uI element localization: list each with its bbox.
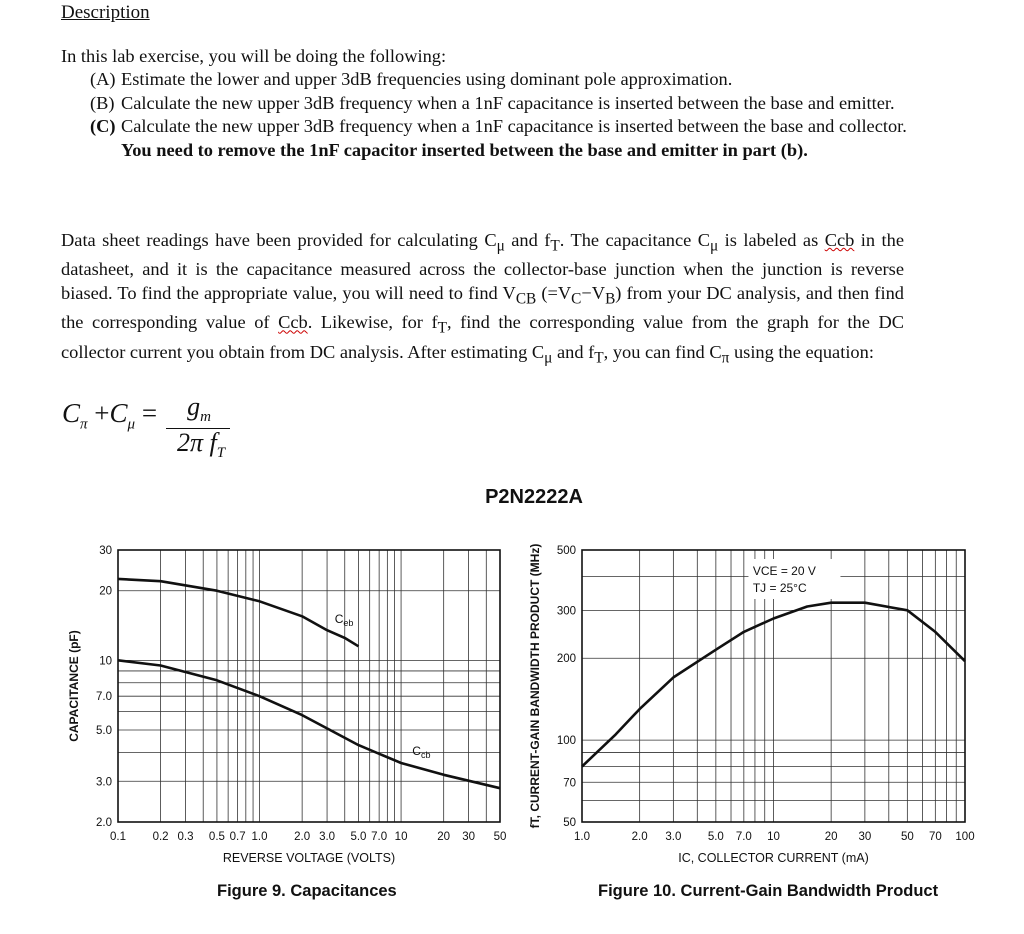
x-tick-label: 5.0	[707, 831, 724, 843]
intro-text: In this lab exercise, you will be doing the following:	[61, 46, 447, 66]
y-tick-label: 5.0	[96, 724, 112, 737]
subscript: π	[721, 349, 730, 367]
subscript: T	[594, 349, 604, 367]
text-run: , you can find C	[603, 341, 722, 362]
x-tick-label: 1.0	[574, 831, 590, 843]
eq-c-mu: C	[109, 398, 128, 428]
ccb-term: Ccb	[824, 230, 855, 250]
part-title: P2N2222A	[485, 486, 583, 508]
text-run: . The capacitance C	[559, 230, 710, 250]
x-tick-label: 0.1	[110, 831, 126, 843]
subscript: μ	[496, 237, 505, 255]
y-tick-label: 3.0	[96, 776, 112, 789]
text-run: (=V	[536, 283, 572, 304]
task-text-bold: You need to remove the 1nF capacitor inserted between the base and emitter in part (b).	[121, 140, 808, 161]
y-tick-label: 200	[556, 653, 576, 666]
subscript: B	[605, 290, 616, 308]
x-axis-label: IC, COLLECTOR CURRENT (mA)	[678, 851, 869, 865]
page-title: Description	[61, 2, 150, 23]
figure-9-ticks	[96, 545, 506, 843]
x-tick-label: 2.0	[294, 831, 311, 843]
x-tick-label: 30	[462, 831, 475, 843]
x-tick-label: 70	[928, 831, 942, 843]
task-label: (C)	[90, 116, 116, 137]
task-label: (A)	[90, 69, 116, 89]
annotation-tj: TJ = 25°C	[752, 581, 807, 595]
subscript: C	[571, 290, 582, 308]
eq-numerator	[168, 392, 230, 426]
x-tick-label: 7.0	[735, 831, 752, 843]
task-item-c	[90, 115, 920, 162]
eq-sub-m: m	[200, 409, 211, 426]
x-tick-label: 10	[767, 831, 780, 843]
x-tick-label: 0.3	[177, 831, 194, 843]
series-label-ccb: $C_{cb}$	[412, 743, 431, 760]
eq-2pi-f: 2π f	[176, 428, 217, 457]
x-tick-label: 50	[493, 831, 507, 843]
x-tick-label: 50	[900, 831, 914, 843]
y-tick-label: 300	[556, 605, 576, 618]
eq-sub-pi: π	[80, 416, 88, 433]
task-item-b	[90, 92, 920, 116]
x-axis-label: REVERSE VOLTAGE (VOLTS)	[222, 851, 396, 865]
task-label: (B)	[90, 92, 115, 113]
subscript: μ	[544, 349, 553, 367]
x-tick-label: 3.0	[665, 831, 682, 843]
text-run: ) from your DC analysis, and then find the corresponding value of	[61, 283, 904, 333]
text-run: and f	[504, 230, 551, 250]
y-tick-label: 50	[563, 817, 576, 829]
x-tick-label: 20	[437, 831, 451, 843]
x-tick-label: 3.0	[319, 831, 336, 843]
series-label-sub: eb	[343, 618, 354, 629]
task-item-a	[90, 68, 920, 92]
figure-9-labels	[67, 610, 430, 865]
eq-c-pi: C	[62, 398, 81, 428]
figure-9-grid	[118, 550, 500, 822]
figure-9-caption: Figure 9. Capacitances	[217, 882, 397, 900]
text-run: . Likewise, for f	[307, 312, 438, 333]
text-run: is labeled as	[718, 230, 825, 250]
eq-denominator	[166, 428, 236, 462]
text-run: and f	[552, 341, 595, 362]
series-label-sub: cb	[420, 749, 431, 760]
y-tick-label: 20	[99, 585, 112, 598]
eq-sub-t: T	[216, 445, 226, 462]
ccb-term: Ccb	[278, 312, 308, 333]
series-line-ccb	[118, 660, 500, 788]
x-tick-label: 7.0	[371, 831, 388, 843]
y-tick-label: 100	[556, 735, 576, 748]
x-tick-label: 100	[955, 831, 975, 843]
y-tick-label: 7.0	[96, 691, 112, 704]
x-tick-label: 1.0	[251, 831, 268, 843]
task-text-plain: Calculate the new upper 3dB frequency when a 1nF capacitance is inserted between the base and collector.	[121, 116, 907, 137]
subscript: CB	[515, 290, 537, 308]
y-tick-label: 500	[556, 545, 576, 557]
task-text: Calculate the new upper 3dB frequency when a 1nF capacitance is inserted between the base and emitter.	[121, 92, 895, 113]
task-text: Estimate the lower and upper 3dB frequencies using dominant pole approximation.	[121, 69, 733, 89]
x-tick-label: 5.0	[350, 831, 367, 843]
task-text	[121, 115, 920, 162]
eq-plus: +	[94, 398, 110, 428]
text-run: , find the corresponding value from the graph for the DC collector current you obtain from DC analysis. After estimating C	[61, 312, 904, 362]
x-tick-label: 2.0	[631, 831, 648, 843]
eq-equals: =	[141, 398, 158, 428]
figure-10-chart	[515, 530, 985, 875]
x-tick-label: 10	[394, 831, 408, 843]
y-tick-label: 30	[99, 545, 112, 557]
series-label-ceb: $C_{eb}$	[334, 612, 354, 629]
figure-10-caption: Figure 10. Current-Gain Bandwidth Product	[598, 882, 939, 900]
x-tick-label: 0.5	[208, 831, 225, 843]
x-tick-label: 0.2	[152, 831, 169, 843]
subscript: T	[437, 320, 447, 338]
figure-10-labels	[528, 543, 872, 865]
y-tick-label: 10	[99, 655, 112, 668]
text-run: in the datasheet, and it is the capacitance measured across the collector-base junction when the junction is reverse biased. To find the appropriate value, you will need to find V	[61, 230, 904, 304]
y-tick-label: 70	[563, 777, 576, 790]
datasheet-paragraph	[61, 229, 904, 370]
x-tick-label: 0.7	[229, 831, 246, 843]
equation	[62, 398, 157, 433]
subscript: T	[550, 237, 560, 255]
annotation-vce: VCE = 20 V	[752, 564, 816, 578]
subscript: μ	[710, 237, 719, 255]
y-tick-label: 2.0	[96, 817, 112, 829]
y-axis-label: CAPACITANCE (pF)	[67, 630, 81, 742]
text-run: using the equation:	[729, 341, 874, 362]
figure-9-chart	[0, 530, 520, 875]
text-run: Data sheet readings have been provided for calculating C	[61, 230, 497, 250]
series-line-ceb	[118, 579, 359, 646]
x-tick-label: 30	[858, 831, 872, 843]
text-run: −V	[581, 283, 606, 304]
task-list	[90, 68, 920, 163]
eq-g: g	[187, 392, 201, 421]
eq-sub-mu: μ	[127, 416, 136, 433]
x-tick-label: 20	[824, 831, 838, 843]
figure-9-curves	[118, 579, 500, 788]
y-axis-label: fT, CURRENT-GAIN BANDWIDTH PRODUCT (MHz)	[528, 543, 542, 829]
